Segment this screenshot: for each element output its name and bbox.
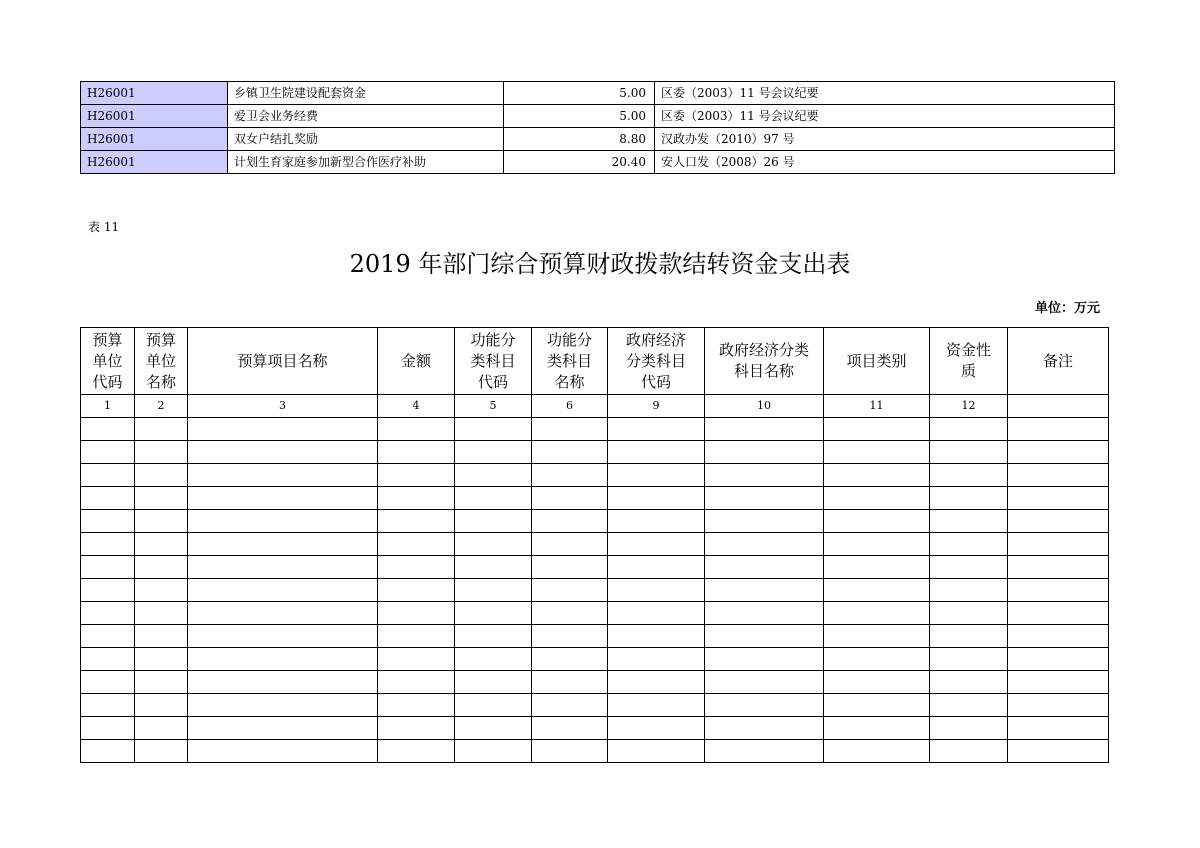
empty-cell	[608, 487, 705, 510]
empty-cell	[378, 671, 455, 694]
amount-cell: 5.00	[504, 82, 655, 105]
column-number: 1	[81, 395, 135, 418]
table-row	[81, 510, 1109, 533]
table-row	[81, 533, 1109, 556]
empty-cell	[930, 671, 1008, 694]
empty-cell	[824, 717, 930, 740]
empty-cell	[455, 625, 532, 648]
table-number: 表 11	[88, 220, 120, 234]
empty-cell	[532, 533, 608, 556]
project-name-cell: 计划生育家庭参加新型合作医疗补助	[228, 151, 504, 174]
empty-cell	[455, 671, 532, 694]
column-header	[824, 328, 930, 395]
empty-cell	[608, 579, 705, 602]
empty-cell	[378, 717, 455, 740]
project-name-cell: 爱卫会业务经费	[228, 105, 504, 128]
empty-cell	[135, 625, 188, 648]
column-header	[455, 328, 532, 395]
column-header-line: 代码	[477, 372, 508, 391]
column-header-line: 科目名称	[733, 362, 794, 380]
empty-cell	[824, 533, 930, 556]
empty-cell	[455, 602, 532, 625]
empty-cell	[1008, 441, 1109, 464]
empty-cell	[824, 418, 930, 441]
empty-cell	[455, 694, 532, 717]
empty-cell	[135, 648, 188, 671]
empty-cell	[135, 602, 188, 625]
empty-cell	[930, 602, 1008, 625]
empty-cell	[824, 510, 930, 533]
amount-cell: 8.80	[504, 128, 655, 151]
empty-cell	[705, 441, 824, 464]
table-row	[81, 671, 1109, 694]
empty-cell	[705, 556, 824, 579]
empty-cell	[532, 579, 608, 602]
empty-cell	[532, 717, 608, 740]
empty-cell	[135, 533, 188, 556]
column-header	[930, 328, 1008, 395]
empty-cell	[532, 648, 608, 671]
empty-cell	[455, 579, 532, 602]
column-header-line: 单位	[145, 351, 176, 370]
empty-cell	[81, 579, 135, 602]
project-name-cell: 乡镇卫生院建设配套资金	[228, 82, 504, 105]
empty-cell	[532, 556, 608, 579]
column-number: 6	[532, 395, 608, 418]
table-row	[81, 418, 1109, 441]
empty-cell	[824, 579, 930, 602]
empty-cell	[378, 694, 455, 717]
empty-cell	[188, 740, 378, 763]
column-number: 5	[455, 395, 532, 418]
empty-cell	[81, 671, 135, 694]
column-header-line: 类科目	[470, 351, 516, 370]
table-row	[81, 82, 1115, 105]
empty-cell	[608, 533, 705, 556]
empty-cell	[81, 717, 135, 740]
empty-cell	[824, 648, 930, 671]
empty-cell	[1008, 510, 1109, 533]
empty-cell	[608, 694, 705, 717]
empty-cell	[81, 602, 135, 625]
empty-cell	[705, 418, 824, 441]
basis-cell: 汉政办发（2010）97 号	[655, 128, 1115, 151]
empty-cell	[188, 464, 378, 487]
column-header-line: 预算项目名称	[237, 351, 328, 370]
basis-cell: 安人口发（2008）26 号	[655, 151, 1115, 174]
empty-cell	[81, 487, 135, 510]
column-header-line: 备注	[1042, 351, 1073, 370]
empty-cell	[1008, 740, 1109, 763]
empty-cell	[188, 717, 378, 740]
empty-cell	[455, 717, 532, 740]
empty-cell	[135, 510, 188, 533]
empty-cell	[455, 648, 532, 671]
basis-cell: 区委（2003）11 号会议纪要	[655, 82, 1115, 105]
table-row	[81, 556, 1109, 579]
empty-cell	[608, 740, 705, 763]
empty-cell	[930, 487, 1008, 510]
column-header-line: 政府经济	[625, 330, 686, 349]
column-header-line: 代码	[92, 372, 123, 391]
empty-cell	[1008, 671, 1109, 694]
table-row	[81, 487, 1109, 510]
table-row	[81, 625, 1109, 648]
page-title: 2019 年部门综合预算财政拨款结转资金支出表	[349, 250, 851, 278]
empty-cell	[532, 418, 608, 441]
column-header-line: 功能分	[546, 330, 592, 349]
empty-cell	[532, 671, 608, 694]
column-header-line: 单位	[92, 351, 123, 370]
empty-cell	[455, 418, 532, 441]
empty-cell	[1008, 418, 1109, 441]
empty-cell	[378, 579, 455, 602]
empty-cell	[378, 418, 455, 441]
project-code-cell: H26001	[81, 105, 228, 128]
empty-cell	[930, 579, 1008, 602]
empty-cell	[705, 533, 824, 556]
empty-cell	[930, 694, 1008, 717]
column-number: 9	[608, 395, 705, 418]
empty-cell	[135, 671, 188, 694]
column-header-line: 名称	[554, 372, 585, 391]
empty-cell	[608, 418, 705, 441]
column-header-line: 预算	[145, 330, 176, 349]
column-number: 2	[135, 395, 188, 418]
column-header	[81, 328, 135, 395]
empty-cell	[188, 533, 378, 556]
table-row	[81, 648, 1109, 671]
empty-cell	[532, 602, 608, 625]
empty-cell	[824, 441, 930, 464]
empty-cell	[1008, 533, 1109, 556]
table-row	[81, 579, 1109, 602]
empty-cell	[455, 487, 532, 510]
empty-cell	[532, 464, 608, 487]
project-code-cell: H26001	[81, 151, 228, 174]
empty-cell	[81, 533, 135, 556]
empty-cell	[188, 671, 378, 694]
table-row	[81, 602, 1109, 625]
empty-cell	[1008, 464, 1109, 487]
empty-cell	[1008, 717, 1109, 740]
empty-cell	[1008, 602, 1109, 625]
empty-cell	[81, 648, 135, 671]
empty-cell	[705, 464, 824, 487]
empty-cell	[378, 533, 455, 556]
expenditure-table	[80, 327, 1109, 763]
empty-cell	[705, 694, 824, 717]
carryover-table	[80, 81, 1115, 174]
column-header-line: 资金性	[945, 341, 991, 359]
empty-cell	[81, 625, 135, 648]
table-row	[81, 151, 1115, 174]
empty-cell	[135, 441, 188, 464]
column-number: 11	[824, 395, 930, 418]
empty-cell	[824, 671, 930, 694]
empty-cell	[705, 740, 824, 763]
column-header	[532, 328, 608, 395]
column-header-line: 功能分	[470, 330, 516, 349]
empty-cell	[378, 556, 455, 579]
column-header-line: 金额	[400, 351, 431, 370]
table-row	[81, 128, 1115, 151]
empty-cell	[824, 464, 930, 487]
empty-cell	[188, 625, 378, 648]
column-header	[378, 328, 455, 395]
column-number: 3	[188, 395, 378, 418]
empty-cell	[930, 464, 1008, 487]
table-row	[81, 717, 1109, 740]
empty-cell	[705, 510, 824, 533]
empty-cell	[455, 740, 532, 763]
empty-cell	[378, 487, 455, 510]
empty-cell	[188, 694, 378, 717]
empty-cell	[608, 441, 705, 464]
empty-cell	[378, 740, 455, 763]
column-header	[608, 328, 705, 395]
empty-cell	[532, 441, 608, 464]
empty-cell	[1008, 556, 1109, 579]
column-header-line: 项目类别	[846, 351, 907, 370]
column-number	[1008, 395, 1109, 418]
empty-cell	[608, 671, 705, 694]
empty-cell	[455, 533, 532, 556]
empty-cell	[824, 487, 930, 510]
table-row	[81, 105, 1115, 128]
table-row	[81, 694, 1109, 717]
empty-cell	[608, 556, 705, 579]
empty-cell	[608, 625, 705, 648]
empty-cell	[608, 648, 705, 671]
empty-cell	[188, 441, 378, 464]
empty-cell	[930, 717, 1008, 740]
empty-cell	[188, 487, 378, 510]
empty-cell	[930, 625, 1008, 648]
empty-cell	[81, 740, 135, 763]
empty-cell	[135, 487, 188, 510]
empty-cell	[930, 418, 1008, 441]
empty-cell	[378, 510, 455, 533]
empty-cell	[135, 579, 188, 602]
empty-cell	[705, 671, 824, 694]
empty-cell	[81, 464, 135, 487]
empty-cell	[532, 625, 608, 648]
empty-cell	[930, 510, 1008, 533]
empty-cell	[705, 717, 824, 740]
empty-cell	[930, 533, 1008, 556]
empty-cell	[608, 602, 705, 625]
empty-cell	[705, 648, 824, 671]
amount-cell: 5.00	[504, 105, 655, 128]
column-header-line: 质	[960, 362, 976, 380]
empty-cell	[135, 740, 188, 763]
column-header-line: 名称	[145, 372, 176, 391]
column-header	[135, 328, 188, 395]
column-header-line: 政府经济分类	[718, 341, 809, 359]
empty-cell	[135, 418, 188, 441]
empty-cell	[378, 625, 455, 648]
empty-cell	[824, 602, 930, 625]
empty-cell	[81, 510, 135, 533]
empty-cell	[1008, 648, 1109, 671]
column-number: 12	[930, 395, 1008, 418]
empty-cell	[608, 717, 705, 740]
empty-cell	[1008, 694, 1109, 717]
column-header-line: 预算	[92, 330, 123, 349]
column-number-row	[81, 395, 1109, 418]
empty-cell	[378, 441, 455, 464]
column-header-line: 代码	[640, 372, 671, 391]
empty-cell	[378, 464, 455, 487]
unit-label: 单位：万元	[1034, 301, 1100, 316]
header-row	[81, 328, 1109, 395]
empty-cell	[705, 579, 824, 602]
empty-cell	[188, 510, 378, 533]
empty-cell	[135, 694, 188, 717]
empty-cell	[532, 487, 608, 510]
table-row	[81, 441, 1109, 464]
empty-cell	[824, 694, 930, 717]
project-code-cell: H26001	[81, 128, 228, 151]
project-code-cell: H26001	[81, 82, 228, 105]
empty-cell	[608, 510, 705, 533]
empty-cell	[705, 487, 824, 510]
empty-cell	[455, 556, 532, 579]
empty-cell	[930, 556, 1008, 579]
empty-cell	[532, 510, 608, 533]
project-name-cell: 双女户结扎奖励	[228, 128, 504, 151]
empty-cell	[135, 556, 188, 579]
empty-cell	[608, 464, 705, 487]
empty-cell	[81, 556, 135, 579]
column-header	[188, 328, 378, 395]
basis-cell: 区委（2003）11 号会议纪要	[655, 105, 1115, 128]
empty-cell	[1008, 487, 1109, 510]
table-row	[81, 740, 1109, 763]
empty-cell	[1008, 579, 1109, 602]
empty-cell	[824, 625, 930, 648]
empty-cell	[81, 441, 135, 464]
empty-cell	[135, 464, 188, 487]
empty-cell	[930, 740, 1008, 763]
empty-cell	[378, 602, 455, 625]
empty-cell	[930, 648, 1008, 671]
column-header-line: 类科目	[546, 351, 592, 370]
empty-cell	[930, 441, 1008, 464]
column-header-line: 分类科目	[625, 351, 686, 370]
empty-cell	[455, 464, 532, 487]
empty-cell	[455, 441, 532, 464]
amount-cell: 20.40	[504, 151, 655, 174]
empty-cell	[824, 740, 930, 763]
empty-cell	[135, 717, 188, 740]
empty-cell	[705, 602, 824, 625]
column-header	[705, 328, 824, 395]
empty-cell	[81, 418, 135, 441]
empty-cell	[188, 648, 378, 671]
empty-cell	[188, 602, 378, 625]
empty-cell	[188, 579, 378, 602]
empty-cell	[532, 694, 608, 717]
empty-cell	[705, 625, 824, 648]
empty-cell	[81, 694, 135, 717]
empty-cell	[824, 556, 930, 579]
empty-cell	[378, 648, 455, 671]
column-number: 10	[705, 395, 824, 418]
empty-cell	[532, 740, 608, 763]
column-number: 4	[378, 395, 455, 418]
table-row	[81, 464, 1109, 487]
column-header	[1008, 328, 1109, 395]
empty-cell	[188, 418, 378, 441]
empty-cell	[188, 556, 378, 579]
empty-cell	[455, 510, 532, 533]
empty-cell	[1008, 625, 1109, 648]
